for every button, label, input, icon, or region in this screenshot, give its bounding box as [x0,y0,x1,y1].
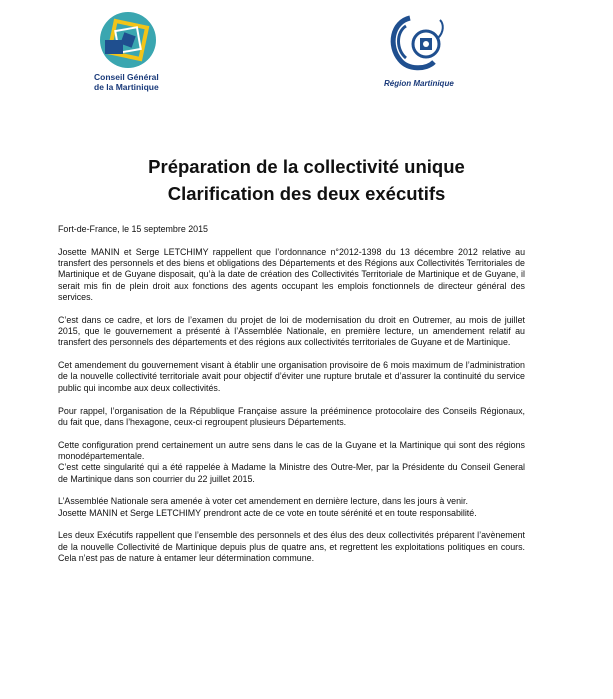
conseil-general-logo [88,10,198,96]
conseil-general-caption-line2: de la Martinique [94,82,159,92]
paragraph: Cet amendement du gouvernement visant à établir une organisation provisoire de 6 mois maximum de l’administration de la nouvelle collectivité territoriale avait pour objectif d’éviter une rupture brutale et d’assurer la continuité du service public qui incombe aux deux collectivités. [58,360,525,393]
conseil-general-caption-line1: Conseil Général [94,72,159,82]
dateline: Fort-de-France, le 15 septembre 2015 [58,224,208,234]
paragraph: Pour rappel, l’organisation de la République Française assure la prééminence protocolaire des Conseils Régionaux, du fait que, dans l’hexagone, ceux-ci regroupent plusieurs Départements. [58,405,525,427]
paragraph: Josette MANIN et Serge LETCHIMY rappellent que l’ordonnance n°2012-1398 du 13 décembre 2012 relative au transfert des personnels et des biens et obligations des Départements et des Régions aux Collectivités Territoriales de Martinique et de Guyane disposait, qu’à la date de création des Collectivités Territoriale de Martinique et de Guyane, il serait mis fin de plein droit aux fonctions des agents occupant les emplois fonctionnels de directeur général des services. [58,246,525,302]
paragraph: Les deux Exécutifs rappellent que l’ensemble des personnels et des élus des deux collectivités préparent l’avènement de la nouvelle Collectivité de Martinique depuis plus de quatre ans, et regrettent les exploitations politiques en cours. Cela n’est pas de nature à entamer leur détermination commune. [58,530,525,564]
paragraph: Josette MANIN et Serge LETCHIMY prendront acte de ce vote en toute sérénité et en toute responsabilité. [58,507,477,518]
paragraph: C’est cette singularité qui a été rappelée à Madame la Ministre des Outre-Mer, par la Présidente du Conseil General de Martinique dans son courrier du 22 juillet 2015. [58,462,525,484]
region-martinique-logo [376,12,486,96]
document-title-line2: Clarification des deux exécutifs [167,183,446,204]
region-martinique-caption: Région Martinique [384,79,454,88]
document-title-line1: Préparation de la collectivité unique [148,156,465,177]
paragraph: L’Assemblée Nationale sera amenée à voter cet amendement en dernière lecture, dans les jours à venir. [58,496,468,507]
document-body [58,224,525,576]
paragraph: C’est dans ce cadre, et lors de l’examen du projet de loi de modernisation du droit en Outremer, au mois de juillet 2015, que le gouvernement a présenté à l’Assemblée Nationale, en première lecture, un amendement relatif au transfert des personnels des départements et des régions aux collectivités territoriales de Guyane et de Martinique. [58,314,525,348]
conseil-general-emblem-icon [98,10,166,72]
conseil-general-caption [94,72,159,92]
paragraph: Cette configuration prend certainement un autre sens dans le cas de la Guyane et la Martinique qui sont des régions monodépartementale. [58,439,525,461]
region-martinique-emblem-icon [382,12,454,76]
